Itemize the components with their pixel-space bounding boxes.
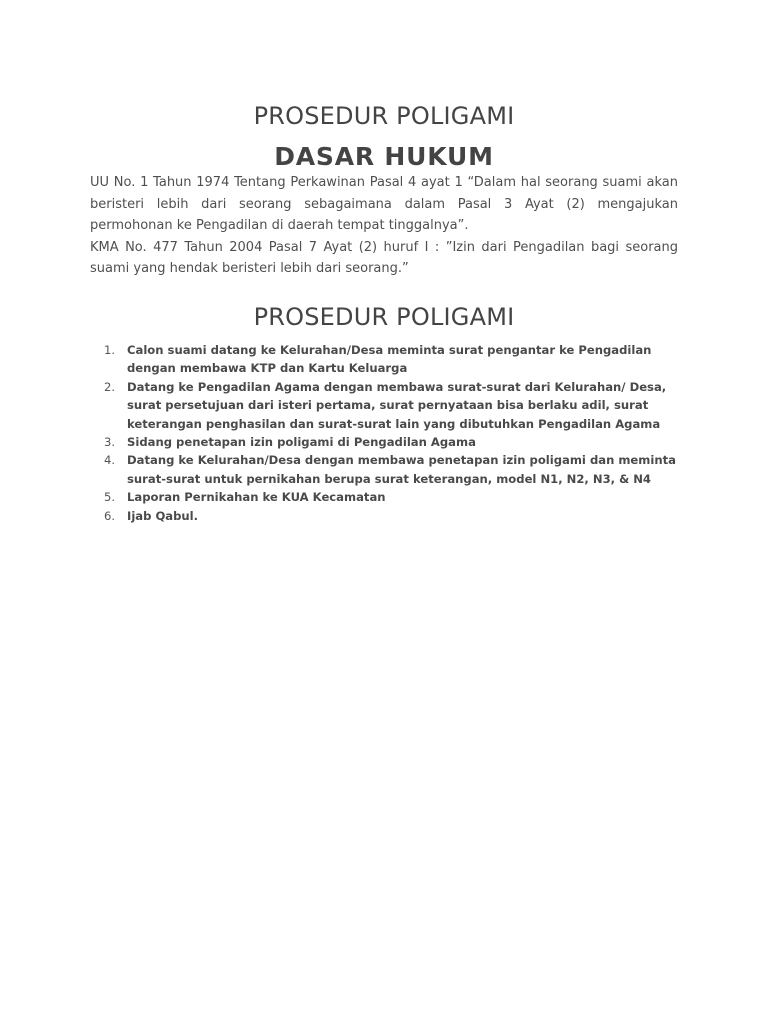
legal-basis-paragraph-uu: UU No. 1 Tahun 1974 Tentang Perkawinan Pasal 4 ayat 1 “Dalam hal seorang suami akan beristeri lebih dari seorang sebagaimana dalam Pasal 3 Ayat (2) mengajukan permohonan ke Pengadilan di daerah tempat tinggalnya”.	[90, 175, 678, 234]
legal-basis-heading: DASAR HUKUM	[274, 142, 494, 171]
step-number: 6.	[104, 508, 116, 523]
legal-basis-paragraph-kma: KMA No. 477 Tahun 2004 Pasal 7 Ayat (2) huruf I : ”Izin dari Pengadilan bagi seorang suami yang hendak beristeri lebih dari seorang.”	[90, 239, 678, 277]
list-item	[90, 433, 690, 451]
step-number: 4.	[104, 453, 116, 468]
step-number: 2.	[104, 379, 116, 394]
list-item	[90, 341, 690, 378]
list-item	[90, 488, 690, 506]
step-number: 1.	[104, 343, 116, 357]
step-number: 5.	[104, 490, 116, 505]
list-item	[90, 378, 690, 433]
procedure-heading: PROSEDUR POLIGAMI	[253, 303, 515, 331]
step-text: Datang ke Kelurahan/Desa dengan membawa penetapan izin poligami dan meminta surat-surat untuk pernikahan berupa surat keterangan, model N1, N2, N3, & N4	[127, 453, 676, 486]
step-number: 3.	[104, 435, 116, 450]
list-item	[90, 507, 690, 525]
step-text: Datang ke Pengadilan Agama dengan membawa surat-surat dari Kelurahan/ Desa, surat persetujuan dari isteri pertama, surat pernyataan bisa berlaku adil, surat keterangan penghasilan dan surat-surat lain yang dibutuhkan Pengadilan Agama	[127, 379, 667, 431]
page-title: PROSEDUR POLIGAMI	[253, 102, 515, 130]
step-text: Calon suami datang ke Kelurahan/Desa meminta surat pengantar ke Pengadilan dengan membawa KTP dan Kartu Keluarga	[127, 343, 652, 376]
step-text: Ijab Qabul.	[127, 508, 199, 523]
step-text: Laporan Pernikahan ke KUA Kecamatan	[127, 490, 386, 505]
legal-basis-section	[90, 172, 678, 280]
step-text: Sidang penetapan izin poligami di Pengadilan Agama	[127, 435, 476, 450]
procedure-steps-list	[90, 341, 690, 525]
list-item	[90, 451, 690, 488]
